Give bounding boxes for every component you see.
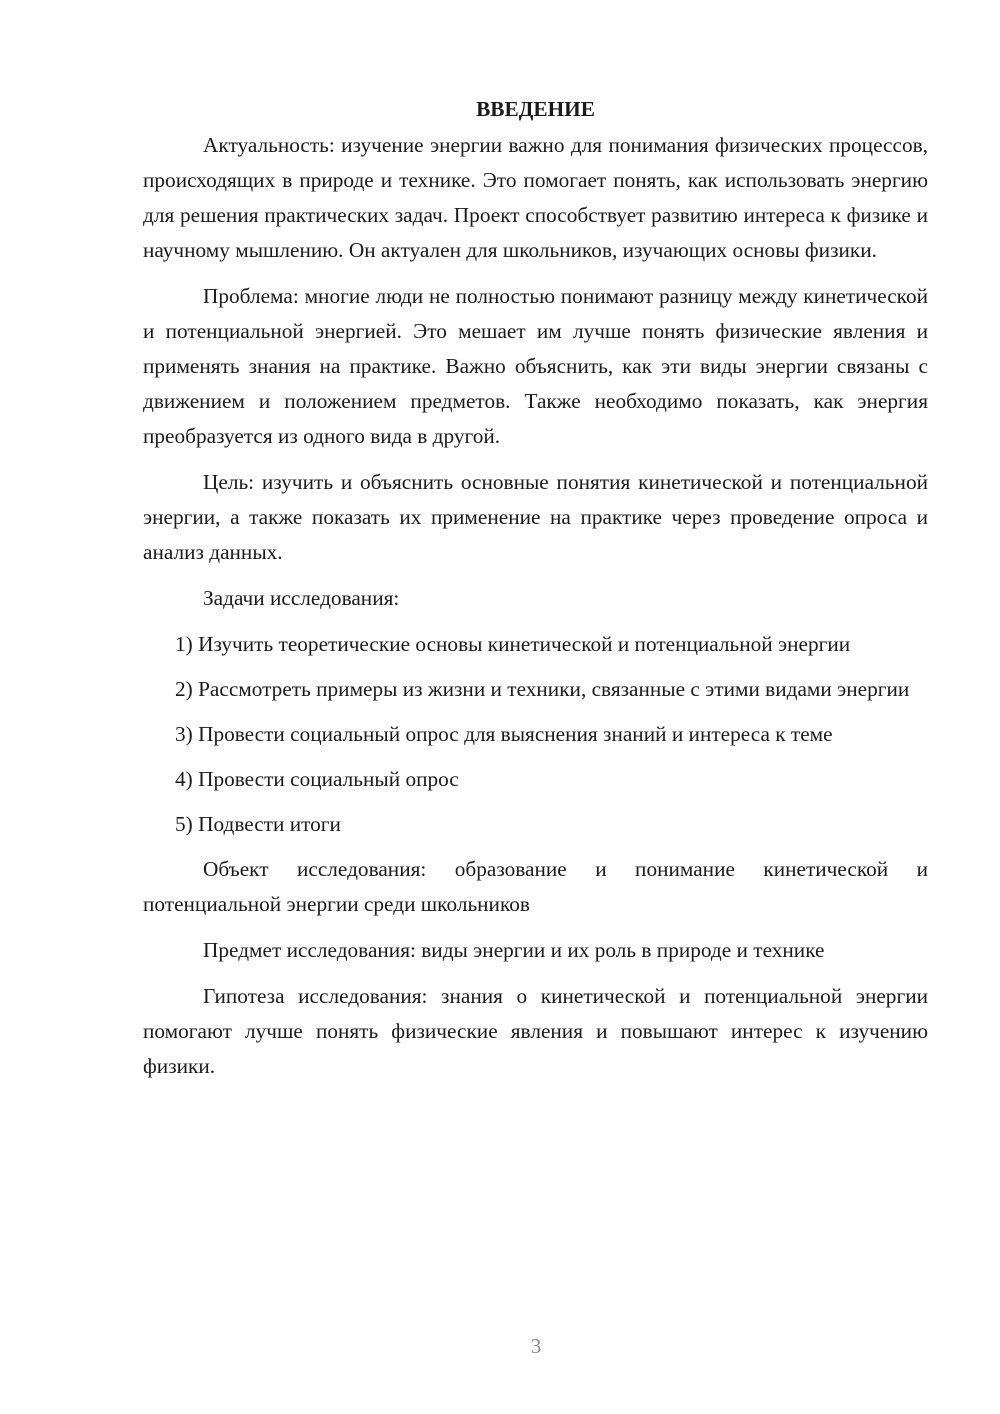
task-item-1: 1) Изучить теоретические основы кинетической и потенциальной энергии [175, 632, 851, 656]
task-item-4: 4) Провести социальный опрос [175, 767, 459, 791]
paragraph-tasks-heading: Задачи исследования: [203, 586, 400, 610]
task-list [143, 627, 928, 842]
page-number: 3 [530, 1334, 542, 1358]
paragraph-subject: Предмет исследования: виды энергии и их роль в природе и технике [203, 938, 825, 962]
document-page [143, 92, 928, 1095]
paragraph-problem: Проблема: многие люди не полностью понимают разницу между кинетической и потенциальной энергией. Это мешает им лучше понять физические явления и применять знания на практике. Важно объяснить, как эти виды энергии связаны с движением и положением предметов. Также необходимо показать, как энергия преобразуется из одного вида в другой. [143, 284, 928, 448]
paragraph-goal: Цель: изучить и объяснить основные понятия кинетической и потенциальной энергии, а также показать их применение на практике через проведение опроса и анализ данных. [143, 470, 928, 564]
paragraph-object: Объект исследования: образование и понимание кинетической и потенциальной энергии среди школьников [143, 857, 928, 916]
section-title: ВВЕДЕНИЕ [476, 97, 595, 121]
paragraph-relevance: Актуальность: изучение энергии важно для понимания физических процессов, происходящих в природе и технике. Это помогает понять, как использовать энергию для решения практических задач. Проект способствует развитию интереса к физике и научному мышлению. Он актуален для школьников, изучающих основы физики. [143, 133, 928, 262]
task-item-5: 5) Подвести итоги [175, 812, 341, 836]
task-item-2: 2) Рассмотреть примеры из жизни и техники, связанные с этими видами энергии [175, 677, 910, 701]
task-item-3: 3) Провести социальный опрос для выяснения знаний и интереса к теме [175, 722, 833, 746]
paragraph-hypothesis: Гипотеза исследования: знания о кинетической и потенциальной энергии помогают лучше понять физические явления и повышают интерес к изучению физики. [143, 984, 928, 1078]
